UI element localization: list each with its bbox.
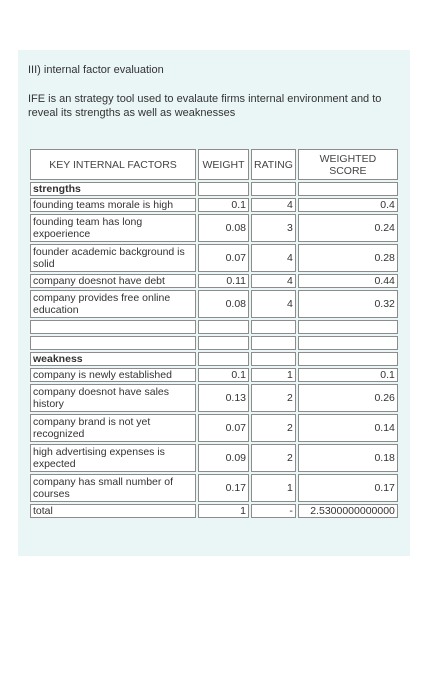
header-rating: RATING (251, 149, 296, 180)
table-row (30, 384, 398, 412)
rating-cell: 4 (251, 244, 296, 272)
score-cell (298, 182, 398, 196)
weight-cell (198, 182, 249, 196)
score-cell: 0.17 (298, 474, 398, 502)
table-row (30, 290, 398, 318)
section-heading: III) internal factor evaluation (28, 64, 164, 76)
table-body (30, 182, 398, 518)
rating-cell: 4 (251, 290, 296, 318)
rating-cell: 2 (251, 384, 296, 412)
weight-cell: 0.07 (198, 244, 249, 272)
table-row (30, 414, 398, 442)
score-cell: 0.24 (298, 214, 398, 242)
weight-cell (198, 336, 249, 350)
factor-cell: founding team has long expoerience (30, 214, 196, 242)
weight-cell (198, 352, 249, 366)
table-row (30, 352, 398, 366)
score-cell: 0.14 (298, 414, 398, 442)
factor-cell: founding teams morale is high (30, 198, 196, 212)
score-cell (298, 336, 398, 350)
weight-cell: 0.1 (198, 198, 249, 212)
weight-cell: 1 (198, 504, 249, 518)
factor-cell (30, 320, 196, 334)
rating-cell: 2 (251, 444, 296, 472)
content-panel (18, 50, 410, 556)
score-cell: 2.5300000000000 (298, 504, 398, 518)
score-cell: 0.4 (298, 198, 398, 212)
score-cell: 0.1 (298, 368, 398, 382)
header-weighted-score: WEIGHTED SCORE (298, 149, 398, 180)
ife-table (28, 147, 400, 520)
rating-cell: 2 (251, 414, 296, 442)
rating-cell: 1 (251, 368, 296, 382)
table-row (30, 336, 398, 350)
weight-cell: 0.11 (198, 274, 249, 288)
table-row (30, 320, 398, 334)
rating-cell: - (251, 504, 296, 518)
table-header-row (30, 149, 398, 180)
table-row (30, 474, 398, 502)
weight-cell: 0.17 (198, 474, 249, 502)
description-text: IFE is an strategy tool used to evalaute firms internal environment and to reveal its strengths as well as weaknesses (28, 93, 382, 119)
factor-cell: company brand is not yet recognized (30, 414, 196, 442)
factor-cell: total (30, 504, 196, 518)
score-cell: 0.26 (298, 384, 398, 412)
weight-cell: 0.13 (198, 384, 249, 412)
factor-cell (30, 336, 196, 350)
table-row (30, 368, 398, 382)
rating-cell: 4 (251, 198, 296, 212)
weight-cell: 0.08 (198, 290, 249, 318)
factor-cell: company has small number of courses (30, 474, 196, 502)
table-row (30, 198, 398, 212)
factor-cell: company provides free online education (30, 290, 196, 318)
table-row (30, 244, 398, 272)
score-cell (298, 352, 398, 366)
rating-cell (251, 182, 296, 196)
factor-cell: company is newly established (30, 368, 196, 382)
score-cell: 0.44 (298, 274, 398, 288)
rating-cell (251, 336, 296, 350)
score-cell: 0.32 (298, 290, 398, 318)
rating-cell: 4 (251, 274, 296, 288)
rating-cell (251, 352, 296, 366)
factor-cell: strengths (30, 182, 196, 196)
rating-cell: 3 (251, 214, 296, 242)
factor-cell: high advertising expenses is expected (30, 444, 196, 472)
factor-cell: founder academic background is solid (30, 244, 196, 272)
table-row (30, 182, 398, 196)
score-cell: 0.18 (298, 444, 398, 472)
rating-cell (251, 320, 296, 334)
header-key-factors: KEY INTERNAL FACTORS (30, 149, 196, 180)
score-cell (298, 320, 398, 334)
score-cell: 0.28 (298, 244, 398, 272)
table-row (30, 214, 398, 242)
factor-cell: company doesnot have debt (30, 274, 196, 288)
factor-cell: weakness (30, 352, 196, 366)
weight-cell (198, 320, 249, 334)
table-row (30, 444, 398, 472)
weight-cell: 0.09 (198, 444, 249, 472)
rating-cell: 1 (251, 474, 296, 502)
header-weight: WEIGHT (198, 149, 249, 180)
weight-cell: 0.07 (198, 414, 249, 442)
weight-cell: 0.1 (198, 368, 249, 382)
table-row (30, 504, 398, 518)
factor-cell: company doesnot have sales history (30, 384, 196, 412)
table-row (30, 274, 398, 288)
weight-cell: 0.08 (198, 214, 249, 242)
